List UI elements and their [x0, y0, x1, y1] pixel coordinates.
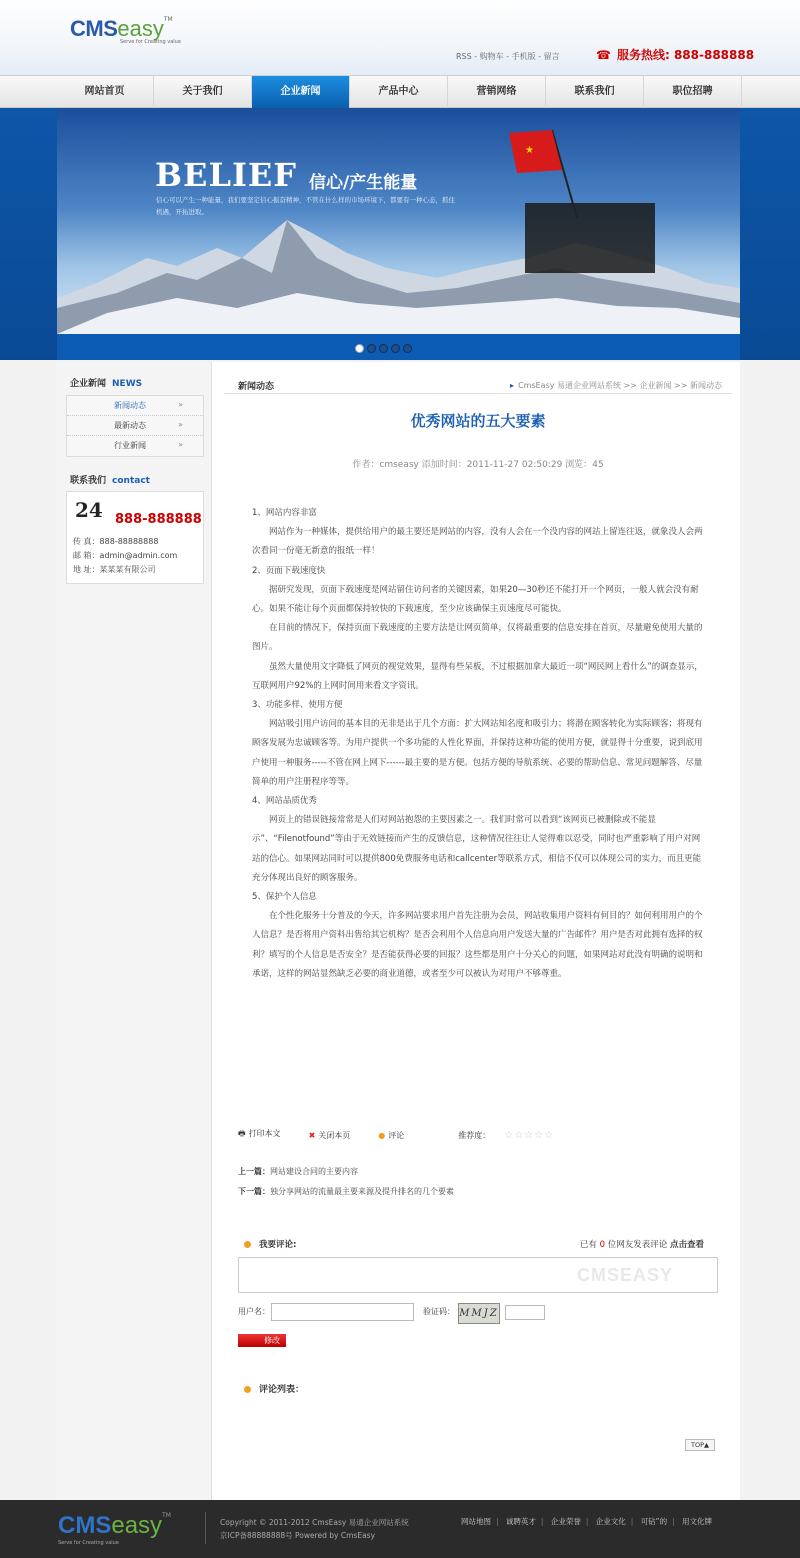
nav-item-home[interactable]: 网站首页: [56, 76, 154, 108]
main-nav: [0, 75, 800, 108]
breadcrumb-text: CmsEasy 易通企业网站系统 >> 企业新闻 >> 新闻动态: [518, 381, 722, 390]
nav-item-contact[interactable]: 联系我们: [546, 76, 644, 108]
captcha-image[interactable]: MMJZ: [458, 1303, 500, 1324]
nav-item-products[interactable]: 产品中心: [350, 76, 448, 108]
hotline-label: 服务热线:: [616, 48, 670, 62]
footer-logo[interactable]: [58, 1512, 171, 1540]
username-input[interactable]: [271, 1303, 414, 1321]
sidebar: [56, 362, 212, 1500]
article-content: [252, 504, 704, 984]
contact-email: 邮 箱：admin@admin.com: [73, 551, 178, 560]
breadcrumb[interactable]: [510, 380, 722, 391]
banner-scene: [57, 108, 740, 334]
footer-logo-main: CMS: [58, 1512, 112, 1539]
slider-dot-2[interactable]: [367, 344, 376, 353]
comment-count-suffix: 位网友发表评论: [607, 1240, 668, 1250]
comment-list-title: 评论列表：: [259, 1385, 305, 1395]
banner-description: 信心可以产生一种能量，我们要坚定信心振奋精神，不管在什么样的市场环境下，都要有一种心态，抓住机遇，开拓进取。: [156, 196, 455, 216]
triangle-right-icon: ▸: [510, 381, 515, 390]
hotline-number: 888-888888: [673, 48, 755, 62]
sidebar-news-menu: [66, 395, 204, 457]
comment-header: [244, 1238, 704, 1250]
close-page-button[interactable]: [309, 1130, 365, 1141]
sidebar-item-news-dynamic[interactable]: [67, 396, 203, 416]
logo-slogan: Serve for Creating value: [120, 39, 181, 45]
comment-count: [580, 1238, 704, 1250]
submit-comment-button[interactable]: 修改: [238, 1334, 286, 1347]
hotline: [596, 46, 754, 63]
sidebar-item-label: 行业新闻: [114, 441, 146, 450]
footer-links: 网站地图 | 诚聘英才 | 企业荣誉 | 企业文化 | 可钻”的 | 用文化牌: [461, 1517, 712, 1526]
close-icon: ✖: [308, 1130, 316, 1140]
banner-subtitle: 信心/产生能量: [309, 173, 418, 193]
comment-box-watermark: CMSEASY: [577, 1265, 674, 1285]
comment-count-number: 0: [599, 1240, 606, 1250]
captcha-input[interactable]: [505, 1305, 545, 1320]
username-label: 用户名：: [238, 1307, 270, 1316]
footer-slogan: Serve for Creating value: [58, 1540, 119, 1546]
printer-icon: 🖶: [238, 1129, 246, 1138]
comment-button[interactable]: [378, 1130, 418, 1141]
rating-stars[interactable]: ☆☆☆☆☆: [504, 1129, 555, 1141]
main-section-header: [224, 372, 732, 394]
footer-divider: [205, 1512, 206, 1544]
captcha-label: 验证码：: [423, 1307, 455, 1316]
article-paragraph: 网站作为一种媒体，提供给用户的最主要还是网站的内容，没有人会在一个没内容的网站上留连往返，就象没人会两次看同一份毫无新意的报纸一样！: [252, 527, 703, 557]
contact-fax: 传 真：888-88888888: [73, 537, 159, 546]
comment-list-header: [244, 1382, 304, 1395]
bullet-icon: [244, 1386, 251, 1393]
chevron-right-icon: »: [178, 400, 183, 409]
slider-dot-1[interactable]: [355, 344, 364, 353]
print-label: 打印本文: [248, 1129, 281, 1138]
sidebar-news-title-en: NEWS: [112, 379, 143, 389]
banner-title: BELIEF: [155, 156, 298, 194]
slider-dot-3[interactable]: [379, 344, 388, 353]
comment-title: 我要评论:: [259, 1240, 297, 1250]
section-title: 新闻动态: [238, 382, 275, 392]
print-button[interactable]: [238, 1128, 295, 1142]
site-logo[interactable]: [70, 16, 181, 45]
logo-text-main: CMS: [70, 16, 118, 41]
nav-item-news[interactable]: 企业新闻: [252, 76, 350, 108]
chevron-right-icon: »: [178, 420, 183, 429]
footer-copyright: [220, 1516, 409, 1542]
comment-label: 评论: [388, 1130, 405, 1140]
next-article-link[interactable]: 独分享网站的流量最主要来源及提升排名的几个要素: [270, 1187, 454, 1196]
top-links[interactable]: RSS - 购物车 - 手机版 - 留言: [456, 52, 560, 61]
comment-icon: ●: [378, 1130, 386, 1140]
sidebar-contact-title: [70, 473, 150, 486]
article-paragraph: 3、功能多样、使用方便: [252, 700, 343, 711]
article-paragraph: 据研究发现，页面下载速度是网站留住访问者的关键因素，如果20—30秒还不能打开一个网页，一般人就会没有耐心。如果不能让每个页面都保持较快的下载速度，至少应该确保主页速度尽可能快。: [252, 584, 699, 615]
phone-icon: ☎: [596, 48, 611, 62]
nav-item-about[interactable]: 关于我们: [154, 76, 252, 108]
sidebar-item-label: 新闻动态: [114, 401, 146, 410]
icp-text: 京ICP备88888888号 Powered by CmsEasy: [220, 1531, 376, 1540]
nav-item-network[interactable]: 营销网络: [448, 76, 546, 108]
article-paragraph: 网站吸引用户访问的基本目的无非是出于几个方面：扩大网站知名度和吸引力；将潜在顾客转化为实际顾客；将现有顾客发展为忠诚顾客等。为用户提供一个多功能的人性化界面，并保持这种功能的使用方便，就显得十分重要，说到底用户使用一种服务-----不管在网上网下------最主要的是方便。包括方便的导航系统、必要的帮助信息、常见问题解答、尽量简单的用户注册程序等等。: [252, 719, 703, 787]
article-meta: 作者：cmseasy 添加时间：2011-11-27 02:50:29 浏览：45: [352, 460, 604, 470]
sidebar-news-title: [70, 376, 142, 389]
article-paragraph: 在个性化服务十分普及的今天，许多网站要求用户首先注册为会员，网站收集用户资料有何目的？如何利用用户的个人信息？是否将用户资料出售给其它机构？是否会利用个人信息向用户发送大量的广告邮件？用户是否对此拥有选择的权利？填写的个人信息是否安全？是否能获得必要的回报？这些都是用户十分关心的问题，如果网站对此没有明确的说明和承诺，这样的网站显然缺乏必要的商业道德，或者至少可以被认为对用户不够尊重。: [252, 911, 703, 979]
sidebar-contact-box: [66, 491, 204, 584]
logo-text-accent: easy: [117, 16, 164, 41]
article-paragraph: 虽然大量使用文字降低了网页的视觉效果，显得有些呆板，不过根据加拿大最近一项“网民网上看什么”的调查显示，互联网用户92%的上网时间用来看文字资讯。: [252, 661, 703, 691]
footer-link-jobs[interactable]: 诚聘英才: [505, 1517, 536, 1526]
site-header: [0, 0, 800, 75]
prev-label: 上一篇：: [238, 1167, 270, 1176]
sidebar-item-industry[interactable]: [67, 436, 203, 456]
contact-phone-big: 888-888888: [115, 512, 202, 527]
footer-logo-tm: TM: [162, 1512, 171, 1519]
footer-link-honor[interactable]: 企业荣誉: [550, 1517, 581, 1526]
footer-link-6[interactable]: 用文化牌: [682, 1517, 712, 1526]
footer-link-culture[interactable]: 企业文化: [595, 1517, 626, 1526]
sidebar-contact-title-en: contact: [112, 476, 150, 486]
back-to-top-button[interactable]: TOP▲: [685, 1439, 715, 1451]
slider-dot-5[interactable]: [403, 344, 412, 353]
article-paragraph: 2、页面下载速度快: [252, 565, 326, 576]
article-title: 优秀网站的五大要素: [410, 412, 546, 430]
rating-label: 推荐度：: [458, 1130, 491, 1140]
article-paragraph: 5、保护个人信息: [252, 892, 317, 903]
hotline-24-badge: 24: [75, 498, 103, 522]
banner-image: [57, 108, 740, 334]
slider-dot-4[interactable]: [391, 344, 400, 353]
view-comments-link[interactable]: 点击查看: [669, 1240, 704, 1250]
article-paragraph: 网页上的错误链接常常是人们对网站抱怨的主要因素之一。我们时常可以看到“该网页已被删除或不能显示”、“Filenotfound”等由于无效链接而产生的反馈信息，这种情况往往让人觉得难以忍受，同时也严重影响了用户对网站的信心。如果网站同时可以提供800免费服务电话和callcenter等联系方式，相信不仅可以体现公司的实力，而且更能充分体现出良好的顾客服务。: [252, 815, 702, 883]
article-paragraph: 1、网站内容非富: [252, 508, 317, 518]
slider-dots: [355, 344, 412, 353]
comment-count-prefix: 已有: [579, 1240, 597, 1250]
prev-article-link[interactable]: 网站建设合同的主要内容: [270, 1167, 358, 1176]
logo-tm: TM: [163, 16, 173, 23]
article-toolbar: [238, 1128, 568, 1142]
article-paragraph: 在目前的情况下，保持页面下载速度的主要方法是让网页简单，仅将最重要的信息安排在首页，尽量避免使用大量的图片。: [252, 623, 703, 653]
footer-link-sitemap[interactable]: 网站地图: [461, 1517, 491, 1526]
close-label: 关闭本页: [318, 1130, 351, 1140]
site-footer: [0, 1500, 800, 1558]
sidebar-item-latest[interactable]: [67, 416, 203, 436]
svg-text:★: ★: [525, 145, 534, 156]
footer-logo-accent: easy: [111, 1512, 163, 1539]
next-article: [238, 1186, 454, 1197]
chevron-right-icon: »: [178, 440, 183, 449]
nav-item-jobs[interactable]: 职位招聘: [644, 76, 742, 108]
copyright-text: Copyright © 2011-2012 CmsEasy 易通企业网站系统: [220, 1518, 409, 1527]
bullet-icon: [244, 1241, 251, 1248]
sidebar-contact-title-cn: 联系我们: [70, 476, 107, 486]
sidebar-item-label: 最新动态: [114, 421, 146, 430]
footer-link-5[interactable]: 可钻”的: [640, 1517, 668, 1526]
prev-article: [238, 1166, 358, 1177]
next-label: 下一篇：: [238, 1187, 270, 1196]
sidebar-news-title-cn: 企业新闻: [70, 379, 107, 389]
article-paragraph: 4、网站品质优秀: [252, 796, 317, 807]
contact-address: 地 址：某某某有限公司: [73, 565, 156, 574]
